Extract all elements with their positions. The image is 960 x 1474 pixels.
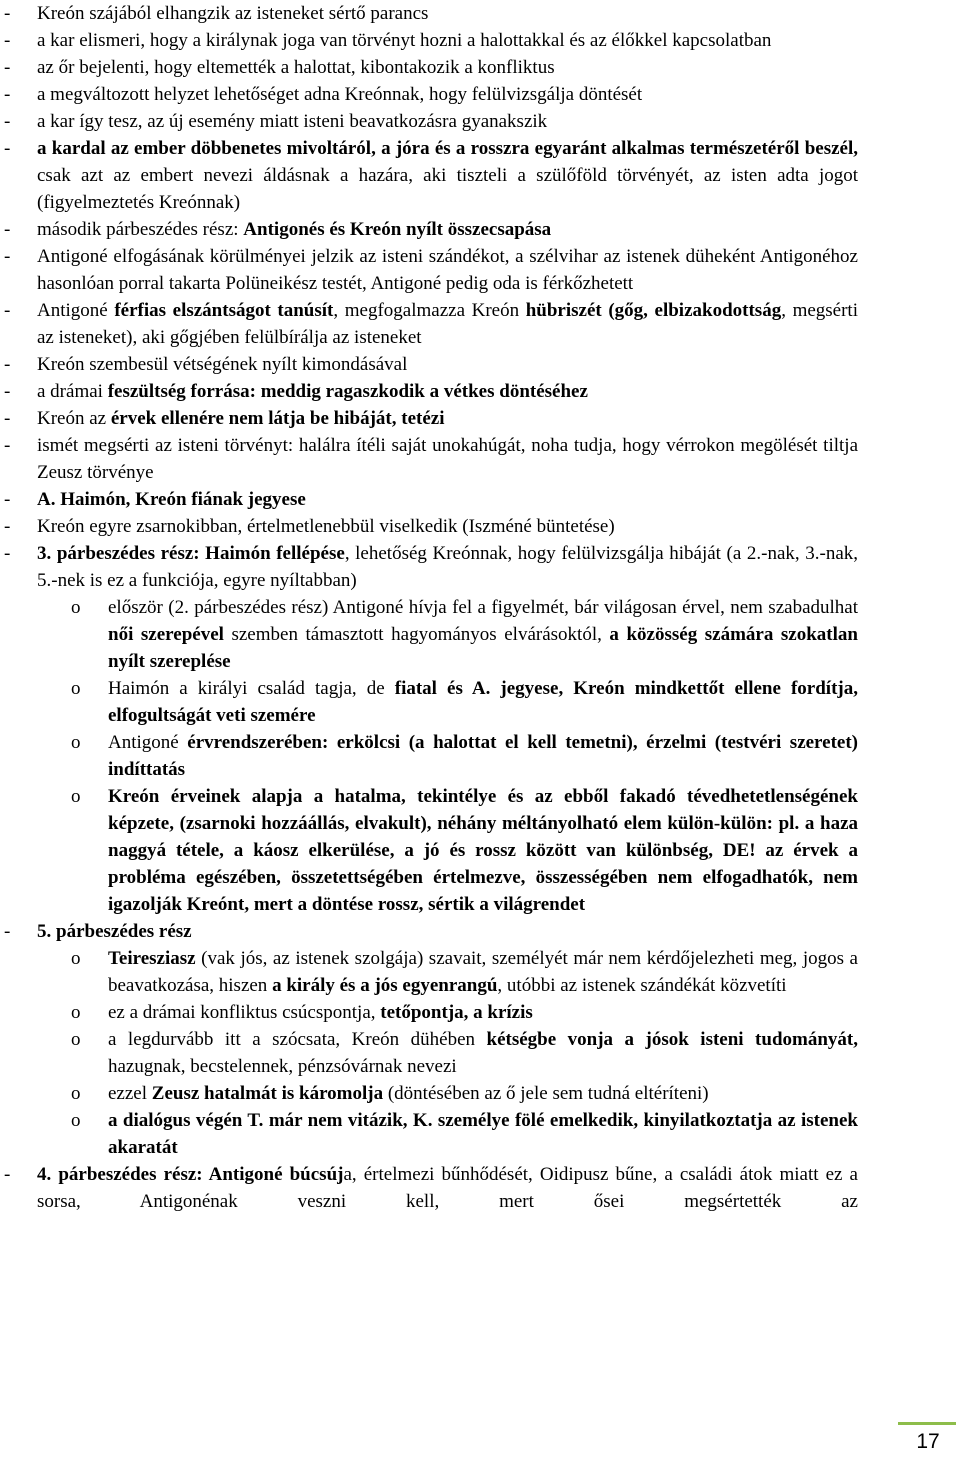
bold-text: kétségbe vonja a jósok isteni tudományát,: [486, 1029, 858, 1050]
list-item: [0, 54, 960, 81]
dash-bullet: -: [4, 543, 11, 564]
dash-bullet: -: [4, 921, 11, 942]
list-item: [0, 405, 960, 432]
text-run: , lehetőség Kreónnak, hogy felülvizsgálja hibáját (a 2.-nak, 3.-nak, 5.-nek is ez a funkciója, egyre nyíltabban): [37, 543, 858, 591]
item-text: [37, 543, 858, 591]
text-run: ez a drámai konfliktus csúcspontja,: [108, 1002, 381, 1023]
bold-text: 3. párbeszédes rész: Haimón fellépése: [37, 543, 345, 564]
text-run: Antigoné: [108, 732, 188, 753]
item-text: [108, 948, 858, 996]
bold-text: női szerepével: [108, 624, 224, 645]
dash-bullet: -: [4, 30, 11, 51]
list-item: [0, 918, 960, 945]
item-text: [37, 57, 555, 78]
item-text: [108, 1002, 533, 1023]
dash-bullet: -: [4, 516, 11, 537]
item-text: [37, 300, 858, 348]
item-text: [37, 408, 444, 429]
bold-text: a király és a jós egyenrangú: [272, 975, 498, 996]
text-run: (döntésében az ő jele sem tudná eltéríteni): [383, 1083, 709, 1104]
text-run: a legdurvább itt a szócsata, Kreón dühében: [108, 1029, 487, 1050]
dash-bullet: -: [4, 219, 11, 240]
dash-bullet: -: [4, 354, 11, 375]
dash-bullet: -: [4, 246, 11, 267]
dash-bullet: -: [4, 408, 11, 429]
item-text: [37, 30, 771, 51]
bold-text: tetőpontja, a krízis: [380, 1002, 533, 1023]
bold-text: Teiresziasz: [108, 948, 196, 969]
bold-text: 4. párbeszédes rész: Antigoné búcsúj: [37, 1164, 344, 1185]
text-run: hazugnak, becstelennek, pénzsóvárnak nevezi: [108, 1056, 457, 1077]
dash-bullet: -: [4, 84, 11, 105]
dash-bullet: -: [4, 435, 11, 456]
item-text: [37, 435, 858, 483]
text-run: ezzel: [108, 1083, 152, 1104]
circle-bullet: o: [71, 1083, 81, 1104]
text-run: , megsérti az isteneket), aki gőgjében felülbírálja az isteneket: [37, 300, 858, 348]
list-item: [0, 0, 960, 27]
circle-bullet: o: [71, 948, 81, 969]
list-item: [0, 486, 960, 513]
text-run: a drámai: [37, 381, 108, 402]
dash-bullet: -: [4, 111, 11, 132]
sub-list-item: [0, 783, 960, 918]
bold-text: a közösség számára szokatlan nyílt szereplése: [108, 624, 858, 672]
bold-text: a dialógus végén T. már nem vitázik, K. személye fölé emelkedik, kinyilatkoztatja az istenek akaratát: [108, 1110, 858, 1158]
circle-bullet: o: [71, 732, 81, 753]
item-text: [37, 111, 547, 132]
bold-text: fiatal és A. jegyese, Kreón mindkettőt ellene fordítja, elfogultságát veti szemére: [108, 678, 858, 726]
text-run: a kar így tesz, az új esemény miatt isteni beavatkozásra gyanakszik: [37, 111, 548, 132]
dash-bullet: -: [4, 489, 11, 510]
list-item: [0, 1161, 960, 1215]
text-run: Antigoné: [37, 300, 115, 321]
text-run: az őr bejelenti, hogy eltemették a halottat, kibontakozik a konfliktus: [37, 57, 555, 78]
dash-bullet: -: [4, 381, 11, 402]
bold-text: hübriszét (gőg, elbizakodottság: [525, 300, 782, 321]
sub-list-item: [0, 675, 960, 729]
circle-bullet: o: [71, 1110, 81, 1131]
bold-text: érvrendszerében: erkölcsi (a halottat el kell temetni), érzelmi (testvéri szeretet) indíttatás: [108, 732, 858, 780]
text-run: (vak jós, az istenek szolgája) szavait, személyét már nem kérdőjelezheti meg, jogos a beavatkozása, hiszen: [108, 948, 858, 996]
text-run: a, értelmezi bűnhődését, Oidipusz bűne, a családi átok miatt ez a sorsa, Antigonénak veszni kell, mert ősei megsértették az: [37, 1164, 858, 1212]
text-run: Kreón szájából elhangzik az isteneket sértő parancs: [37, 3, 429, 24]
bold-text: Kreón érveinek alapja a hatalma, tekintélye és az ebből fakadó tévedhetetlenségének képzete, (zsarnoki hozzáállás, elvakult), néhány méltányolható elem külön-külön: pl. a haza naggyá tétele, a káosz elkerülése, a jó és rossz között van különbség, DE! az érvek a probléma egészében, összetettségében értelmezve, összességében nem elfogadhatók, nem igazolják Kreónt, mert a döntése rossz, sértik a világrendet: [108, 786, 858, 915]
list-item: [0, 27, 960, 54]
list-item: [0, 513, 960, 540]
item-text: [37, 246, 858, 294]
text-run: Haimón a királyi család tagja, de: [108, 678, 395, 699]
item-text: [37, 381, 588, 402]
text-run: Kreón egyre zsarnokibban, értelmetlenebbül viselkedik (Iszméné büntetése): [37, 516, 615, 537]
circle-bullet: o: [71, 786, 81, 807]
list-item: [0, 351, 960, 378]
item-text: [37, 489, 306, 510]
text-run: , utóbbi az istenek szándékát közvetíti: [497, 975, 787, 996]
text-run: , megfogalmazza Kreón: [333, 300, 526, 321]
item-text: [108, 678, 858, 726]
circle-bullet: o: [71, 597, 81, 618]
text-run: Antigoné elfogásának körülményei jelzik az isteni szándékot, a szélvihar az istenek düheként Antigonéhoz hasonlóan porral takarta Polüneikész testét, Antigoné pedig oda is férkőzhetett: [37, 246, 858, 294]
bold-text: feszültség forrása: meddig ragaszkodik a vétkes döntéséhez: [107, 381, 588, 402]
sub-list-item: [0, 1080, 960, 1107]
item-text: [37, 219, 551, 240]
bold-text: Antigonés és Kreón nyílt összecsapása: [243, 219, 552, 240]
sub-list-item: [0, 999, 960, 1026]
dash-bullet: -: [4, 1164, 11, 1185]
item-text: [108, 732, 858, 780]
text-run: szemben támasztott hagyományos elvárásoktól,: [223, 624, 610, 645]
text-run: csak azt az embert nevezi áldásnak a hazára, aki tiszteli a szülőföld törvényét, az isten adta jogot (figyelmeztetés Kreónnak): [37, 165, 858, 213]
page-number: 17: [916, 1430, 940, 1453]
footer-accent-line: [898, 1422, 956, 1425]
dash-bullet: -: [4, 300, 11, 321]
bold-text: férfias elszántságot tanúsít: [114, 300, 334, 321]
item-text: [108, 786, 858, 915]
text-run: először (2. párbeszédes rész) Antigoné hívja fel a figyelmét, bár világosan érvel, nem szabadulhat: [108, 597, 858, 618]
item-text: [108, 597, 858, 672]
item-text: [37, 354, 407, 375]
list-item: [0, 243, 960, 297]
item-text: [37, 516, 615, 537]
bold-text: Zeusz hatalmát is káromolja: [151, 1083, 384, 1104]
item-text: [37, 1164, 858, 1212]
bold-text: a kardal az ember döbbenetes mivoltáról, a jóra és a rosszra egyaránt alkalmas természetéről beszél,: [37, 138, 858, 159]
text-run: Kreón az: [37, 408, 111, 429]
item-text: [108, 1110, 858, 1158]
text-run: Kreón szembesül vétségének nyílt kimondásával: [37, 354, 408, 375]
item-text: [108, 1029, 858, 1077]
item-text: [37, 921, 192, 942]
circle-bullet: o: [71, 1002, 81, 1023]
text-run: ismét megsérti az isteni törvényt: halálra ítéli saját unokahúgát, noha tudja, hogy vérrokon megölését tiltja Zeusz törvénye: [37, 435, 858, 483]
list-item: [0, 108, 960, 135]
item-text: [108, 1083, 709, 1104]
sub-list-item: [0, 1107, 960, 1161]
bold-text: A. Haimón, Kreón fiának jegyese: [37, 489, 306, 510]
list-item: [0, 216, 960, 243]
circle-bullet: o: [71, 678, 81, 699]
bold-text: érvek ellenére nem látja be hibáját, tetézi: [110, 408, 445, 429]
sub-list-item: [0, 945, 960, 999]
sub-list-item: [0, 1026, 960, 1080]
list-item: [0, 135, 960, 216]
list-item: [0, 81, 960, 108]
list-item: [0, 540, 960, 594]
list-item: [0, 378, 960, 405]
sub-list-item: [0, 729, 960, 783]
list-item: [0, 432, 960, 486]
item-text: [37, 138, 858, 213]
dash-bullet: -: [4, 3, 11, 24]
text-run: a kar elismeri, hogy a királynak joga van törvényt hozni a halottakkal és az élőkkel kapcsolatban: [37, 30, 772, 51]
item-text: [37, 84, 642, 105]
circle-bullet: o: [71, 1029, 81, 1050]
sub-list-item: [0, 594, 960, 675]
bold-text: 5. párbeszédes rész: [37, 921, 192, 942]
text-run: második párbeszédes rész:: [37, 219, 244, 240]
list-item: [0, 297, 960, 351]
dash-bullet: -: [4, 57, 11, 78]
text-run: a megváltozott helyzet lehetőséget adna Kreónnak, hogy felülvizsgálja döntését: [37, 84, 643, 105]
item-text: [37, 3, 428, 24]
dash-bullet: -: [4, 138, 11, 159]
